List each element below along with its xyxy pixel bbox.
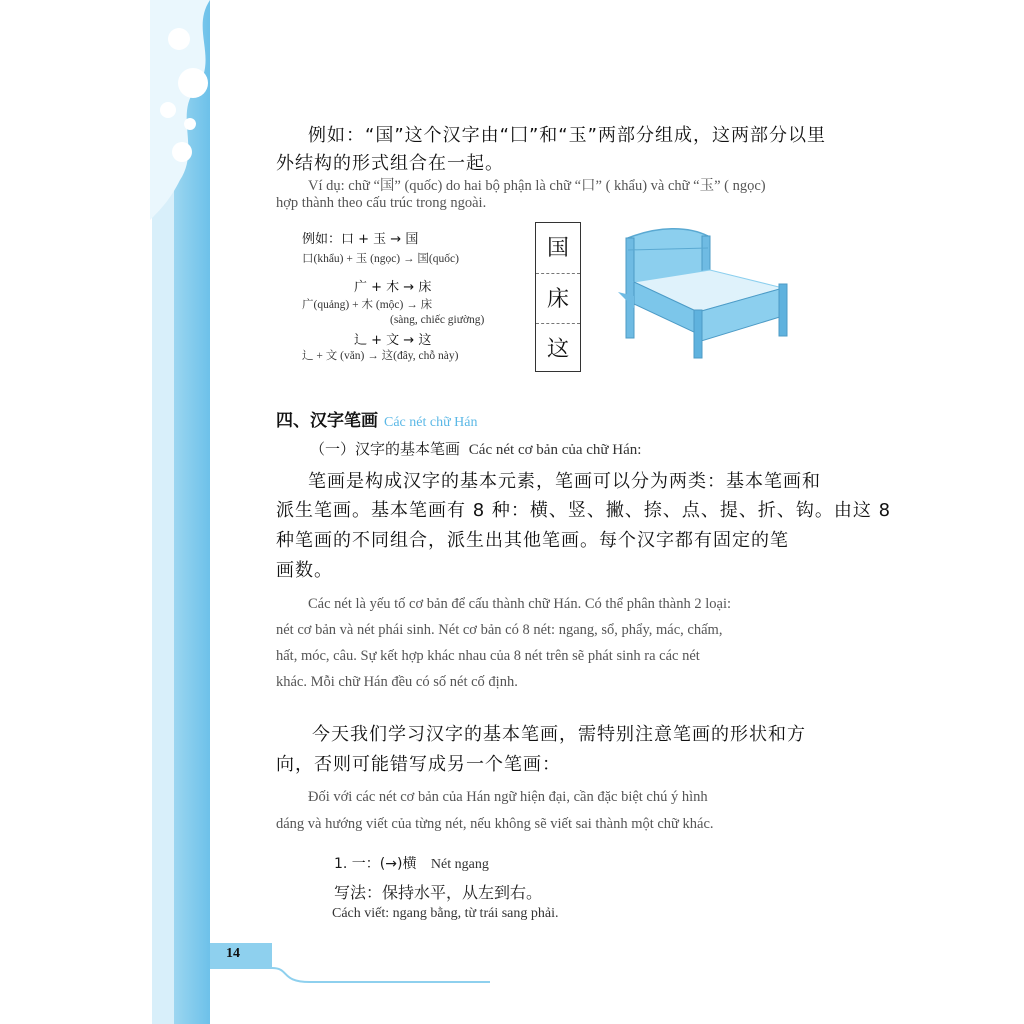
paragraph-zh: 笔画是构成汉字的基本元素，笔画可以分为两类：基本笔画和 [308,471,821,492]
paragraph-zh: 向，否则可能错写成另一个笔画： [276,754,561,775]
howto-vn: Cách viết: ngang bằng, từ trái sang phải. [332,906,559,921]
stroke-item [334,853,489,873]
character-cell: 这 [546,336,569,362]
paragraph-zh: 例如：“国”这个汉字由“囗”和“玉”两部分组成，这两部分以里 [308,125,826,146]
bubble-decoration [172,142,192,162]
paragraph-vn: Đối với các nét cơ bản của Hán ngữ hiện đại, cần đặc biệt chú ý hình [308,789,708,805]
paragraph-zh: 外结构的形式组合在一起。 [276,153,504,174]
section-heading-zh: 四、汉字笔画 [276,411,378,431]
example-note: (sàng, chiếc giường) [390,314,485,326]
paragraph-zh: 画数。 [276,560,333,581]
example-formula-vn: 口(khẩu) + 玉 (ngọc) → 国(quốc) [302,253,459,265]
paragraph-vn: Ví dụ: chữ “国” (quốc) do hai bộ phận là chữ “口” ( khẩu) và chữ “玉” ( ngọc) [308,178,766,194]
example-formula-vn: 广(quảng) + 木 (mộc) → 床 [302,299,433,311]
character-box-column [535,222,581,372]
example-formula: 例如：口 + 玉 → 国 [302,232,419,247]
example-formula-vn: 辶 + 文 (văn) → 这(đây, chỗ này) [302,350,459,362]
example-formula: 广 + 木 → 床 [354,280,432,295]
paragraph-zh: 今天我们学习汉字的基本笔画，需特别注意笔画的形状和方 [312,724,806,745]
paragraph-vn: dáng và hướng viết của từng nét, nếu không sẽ viết sai thành một chữ khác. [276,816,714,832]
subsection-heading-zh: （一）汉字的基本笔画 [310,440,461,458]
paragraph-zh: 派生笔画。基本笔画有 8 种：横、竖、撇、捺、点、提、折、钩。由这 8 [276,500,892,521]
bubble-decoration [168,28,190,50]
section-heading-vn: Các nét chữ Hán [384,415,478,430]
character-cell: 床 [546,286,569,312]
footer-wave [210,960,490,990]
subsection-heading [310,438,641,459]
paragraph-vn: Các nét là yếu tố cơ bản để cấu thành chữ Hán. Có thể phân thành 2 loại: [308,596,732,612]
page-number: 14 [226,946,240,961]
stroke-item-vn: Nét ngang [430,857,489,872]
subsection-heading-vn: Các nét cơ bản của chữ Hán: [468,442,642,458]
bubble-decoration [184,118,196,130]
paragraph-vn: nét cơ bản và nét phái sinh. Nét cơ bản có 8 nét: ngang, sổ, phẩy, mác, chấm, [276,622,723,638]
example-formula: 辶 + 文 → 这 [354,333,432,348]
paragraph-vn: hợp thành theo cấu trúc trong ngoài. [276,195,487,211]
character-cell: 国 [546,235,569,261]
paragraph-zh: 种笔画的不同组合，派生出其他笔画。每个汉字都有固定的笔 [276,530,789,551]
bed-illustration [618,226,798,366]
paragraph-vn: khác. Mỗi chữ Hán đều có số nét cố định. [276,674,518,690]
bubble-decoration [160,102,176,118]
howto-zh: 写法：保持水平，从左到右。 [334,883,543,902]
bubble-decoration [178,68,208,98]
stroke-item-zh: 1. 一：(→)横 [334,856,417,872]
paragraph-vn: hất, móc, câu. Sự kết hợp khác nhau của 8 nét trên sẽ phát sinh ra các nét [276,648,700,664]
section-heading [276,406,478,431]
